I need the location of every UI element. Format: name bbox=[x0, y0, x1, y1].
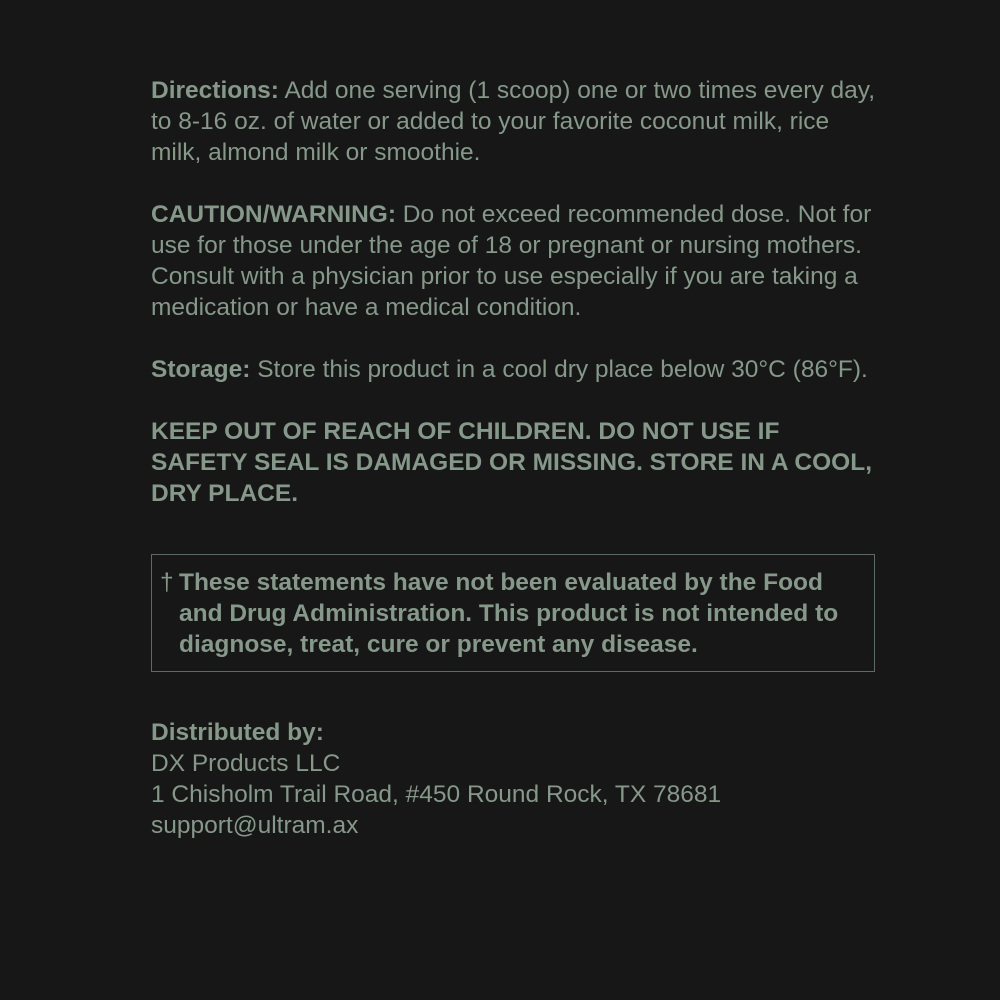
fda-disclaimer-text: These statements have not been evaluated by the Food and Drug Administration. This product is not intended to diagnose, treat, cure or prevent any disease. bbox=[179, 569, 839, 658]
distributor-email: support@ultram.ax bbox=[151, 812, 359, 839]
distributor-company: DX Products LLC bbox=[151, 750, 341, 777]
children-warning: KEEP OUT OF REACH OF CHILDREN. DO NOT USE IF SAFETY SEAL IS DAMAGED OR MISSING. STORE IN A COOL, DRY PLACE. bbox=[151, 418, 873, 507]
caution-label: CAUTION/WARNING: bbox=[151, 201, 396, 228]
storage-text: Store this product in a cool dry place below 30°C (86°F). bbox=[257, 356, 868, 383]
dagger-symbol: † bbox=[160, 569, 174, 596]
fda-disclaimer-box bbox=[151, 554, 875, 672]
directions-section bbox=[151, 75, 881, 168]
label-content bbox=[151, 75, 881, 841]
caution-text: Do not exceed recommended dose. Not for use for those under the age of 18 or pregnant or nursing mothers. Consult with a physician prior to use especially if you are taking a medication or have a medical condition. bbox=[151, 201, 872, 321]
directions-label: Directions: bbox=[151, 77, 279, 104]
storage-section bbox=[151, 354, 881, 385]
distributor-address: 1 Chisholm Trail Road, #450 Round Rock, TX 78681 bbox=[151, 781, 722, 808]
caution-section bbox=[151, 199, 881, 323]
directions-text: Add one serving (1 scoop) one or two times every day, to 8-16 oz. of water or added to your favorite coconut milk, rice milk, almond milk or smoothie. bbox=[151, 77, 875, 166]
distributor-label: Distributed by: bbox=[151, 719, 324, 746]
storage-label: Storage: bbox=[151, 356, 251, 383]
distributor-section bbox=[151, 717, 881, 841]
